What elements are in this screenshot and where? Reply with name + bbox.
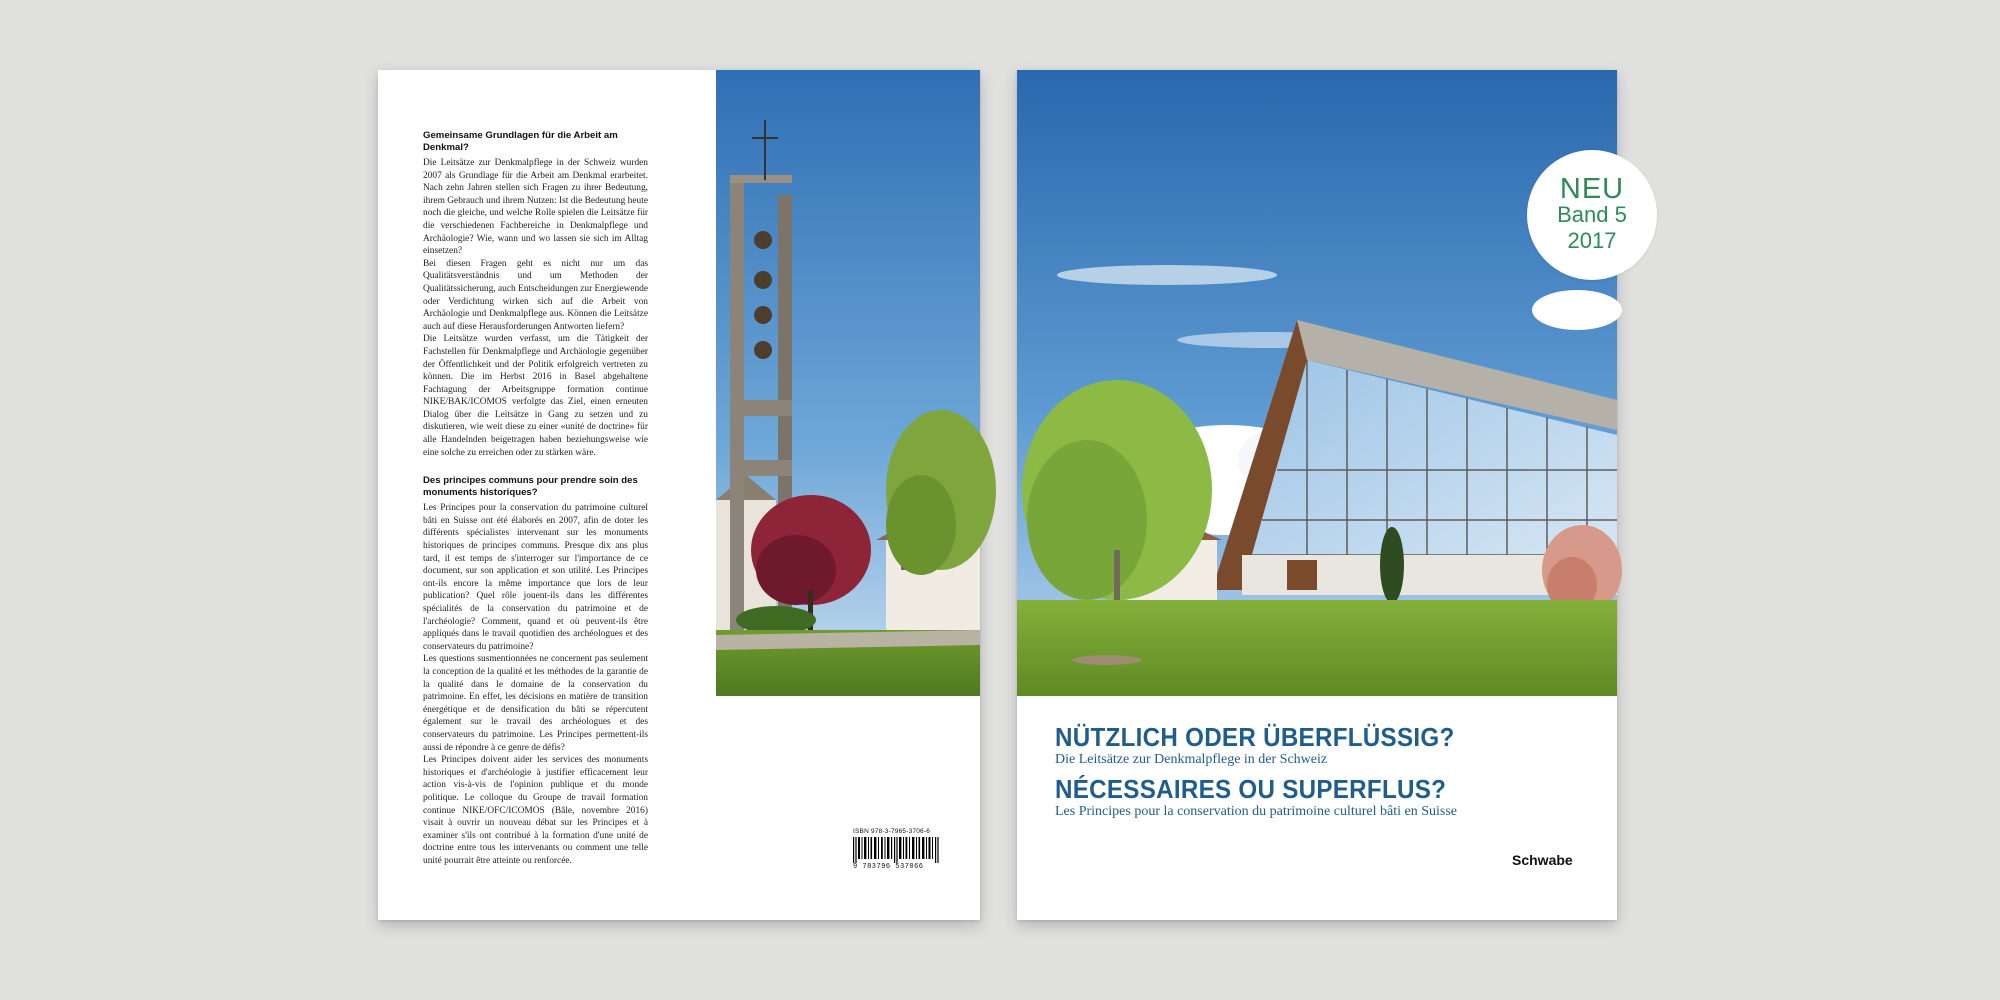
back-cover-text bbox=[423, 130, 648, 867]
front-cover bbox=[1017, 70, 1627, 920]
badge-new-label: NEU bbox=[1559, 173, 1625, 205]
paragraph-de-3: Die Leitsätze wurden verfasst, um die Tätigkeit der Fachstellen für Denkmalpflege und Archäologie gegenüber der Öffentlichkeit und der Politik erfolgreich vertreten zu können. Die im Herbst 2016 in Basel abgehaltene Fachtagung der Arbeitsgruppe formation continue NIKE/BAK/ICOMOS verfolgte das Ziel, einen erneuten Dialog über die Leitsätze in Gang zu setzen und zu diskutieren, wie weit diese zu einer «unité de doctrine» für alle Handelnden beigetragen haben beziehungsweise wie eine solche zu erreichen oder zu stärken wäre. bbox=[423, 334, 648, 458]
cover-titles bbox=[1055, 722, 1595, 826]
title-de: NÜTZLICH ODER ÜBERFLÜSSIG? bbox=[1055, 722, 1455, 752]
subtitle-fr: Les Principes pour la conservation du patrimoine culturel bâti en Suisse bbox=[1055, 804, 1458, 819]
badge-volume-label: Band 5 bbox=[1557, 202, 1627, 227]
title-fr: NÉCESSAIRES OU SUPERFLUS? bbox=[1055, 774, 1447, 804]
paragraph-fr-3: Les Principes doivent aider les services des monuments historiques et d'archéologie à justifier efficacement leur action vis-à-vis de l'opinion publique et du monde politique. Le colloque du Groupe de travail formation continue NIKE/OFC/ICOMOS (Bâle, novembre 2016) visait à ouvrir un nouveau débat sur les Principes et à examiner s'ils ont contribué à la formation d'une unité de doctrine entre tous les intervenants ou comment une telle unité pourrait être atteinte ou renforcée. bbox=[423, 755, 648, 866]
paragraph-fr-1: Les Principes pour la conservation du patrimoine culturel bâti en Suisse ont été élaborés en 2007, afin de doter les différents spécialistes intervenant sur les monuments historiques de principes communs. Presque dix ans plus tard, il est temps de s'interroger sur l'importance de ce document, sur son application et son utilité. Les Principes ont-ils encore la même importance que lors de leur publication? Quel rôle jouent-ils dans les différentes spécialités de la conservation du patrimoine et de l'archéologie? Comment, quand et où peuvent-ils être appliqués dans le travail quotidien des archéologues et des conservateurs du patrimoine? bbox=[423, 503, 648, 652]
barcode-number: 9 783796 537066 bbox=[853, 863, 924, 871]
heading-de: Gemeinsame Grundlagen für die Arbeit am Denkmal? bbox=[423, 130, 618, 153]
publisher-logo: Schwabe bbox=[1512, 852, 1573, 868]
isbn-text: ISBN 978-3-7965-3706-6 bbox=[853, 828, 931, 835]
back-cover bbox=[378, 70, 980, 920]
church-building-photo bbox=[1017, 70, 1617, 696]
badge-year-label: 2017 bbox=[1567, 228, 1617, 253]
isbn-block bbox=[853, 828, 943, 871]
new-badge bbox=[1527, 150, 1657, 280]
paragraph-de-1: Die Leitsätze zur Denkmalpflege in der Schweiz wurden 2007 als Grundlage für die Arbeit am Denkmal erarbeitet. Nach zehn Jahren stellen sich Fragen zu ihrer Bedeutung, ihrem Gebrauch und ihrem Nutzen: Ist die Bedeutung heute noch die gleiche, und welche Rolle spielen die Leitsätze für die verschiedenen Fachbereiche in Denkmalpflege und Archäologie? Wie, wann und wo lassen sie sich im Alltag einsetzen? bbox=[423, 158, 648, 257]
paragraph-fr-2: Les questions susmentionnées ne concernent pas seulement la conception de la qualité et les méthodes de la garantie de la qualité dans le domaine de la conservation du patrimoine. En effet, les décisions en matière de transition énergétique et de densification du bâti se répercutent également sur le travail des archéologues et des conservateurs du patrimoine. Les Principes permettent-ils aussi de répondre à ce genre de défis? bbox=[423, 654, 648, 753]
paragraph-de-2: Bei diesen Fragen geht es nicht nur um das Qualitätsverständnis und um Methoden der Qualitätssicherung, auch Entscheidungen zur Energiewende oder Verdichtung wirken sich auf die Arbeit von Archäologie und Denkmalpflege aus. Können die Leitsätze auch auf diese Herausforderungen Antworten liefern? bbox=[423, 258, 649, 332]
subtitle-de: Die Leitsätze zur Denkmalpflege in der Schweiz bbox=[1055, 752, 1328, 767]
church-tower-photo bbox=[716, 70, 980, 696]
heading-fr: Des principes communs pour prendre soin des monuments historiques? bbox=[423, 475, 638, 499]
barcode bbox=[853, 837, 941, 863]
